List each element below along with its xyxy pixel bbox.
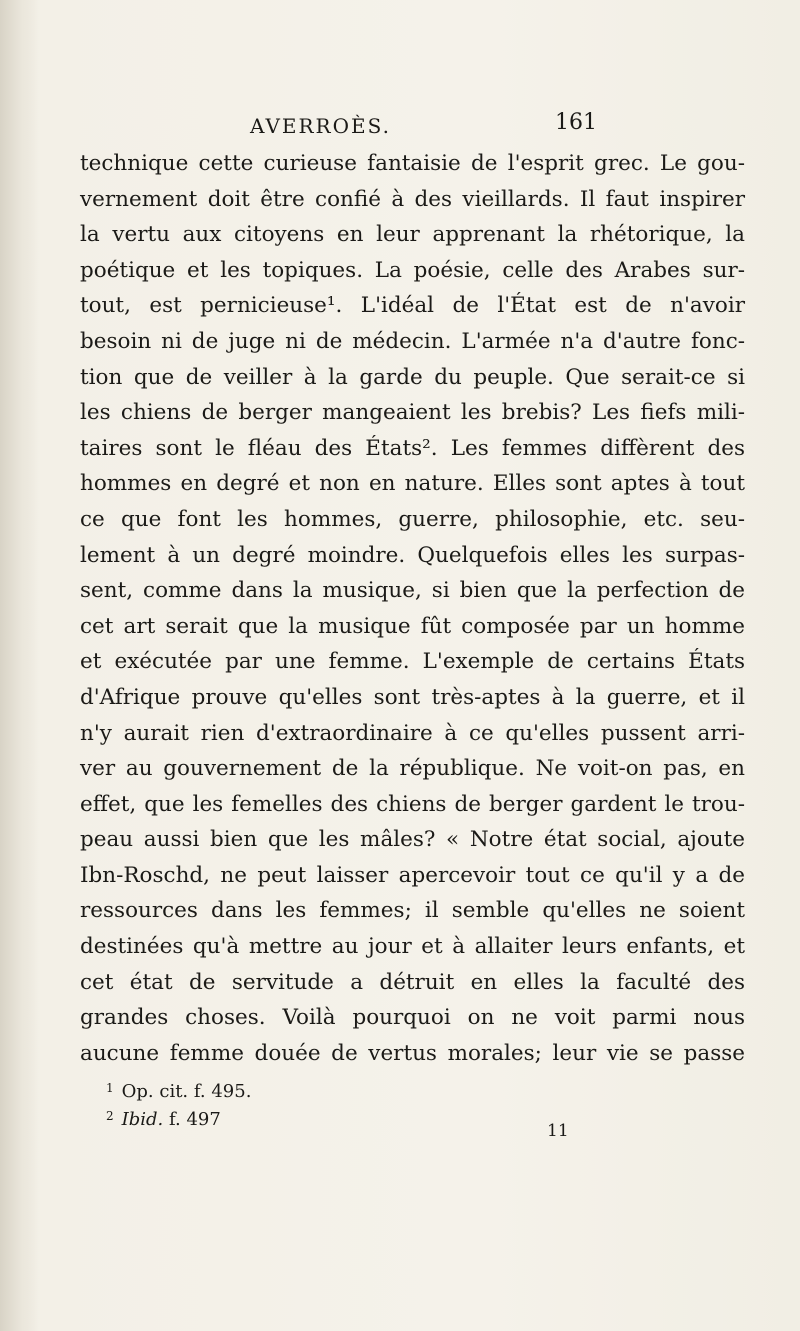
text-line: ressources dans les femmes; il semble qu'elles ne soient xyxy=(80,898,745,924)
footnotes xyxy=(106,1076,251,1132)
text-line: peau aussi bien que les mâles? « Notre état social, ajoute xyxy=(80,827,745,853)
footnote-text: Op. cit. f. 495. xyxy=(121,1081,252,1102)
body-text xyxy=(80,146,745,1071)
text-line: cet état de servitude a détruit en elles la faculté des xyxy=(80,969,745,995)
text-line: besoin ni de juge ni de médecin. L'armée n'a d'autre fonc- xyxy=(80,328,745,354)
text-line: tion que de veiller à la garde du peuple. Que serait-ce si xyxy=(80,364,745,390)
footnote xyxy=(106,1104,251,1132)
footnote xyxy=(106,1076,251,1104)
text-line: grandes choses. Voilà pourquoi on ne voit parmi nous xyxy=(80,1005,745,1031)
text-line: et exécutée par une femme. L'exemple de certains États xyxy=(80,649,745,675)
footnote-text: f. 497 xyxy=(163,1109,221,1130)
running-title: AVERROÈS. xyxy=(250,114,391,138)
text-line: taires sont le fléau des États². Les femmes diffèrent des xyxy=(80,435,745,461)
text-line: effet, que les femelles des chiens de berger gardent le trou- xyxy=(80,791,745,817)
text-line: tout, est pernicieuse¹. L'idéal de l'État est de n'avoir xyxy=(80,293,745,319)
page-number: 161 xyxy=(555,110,597,135)
text-line: ver au gouvernement de la république. Ne voit-on pas, en xyxy=(80,756,745,782)
text-line: lement à un degré moindre. Quelquefois elles les surpas- xyxy=(80,542,745,568)
text-line: ce que font les hommes, guerre, philosophie, etc. seu- xyxy=(80,506,745,532)
text-line: poétique et les topiques. La poésie, celle des Arabes sur- xyxy=(80,257,745,283)
footnote-number: 2 xyxy=(106,1109,114,1123)
text-line: vernement doit être confié à des vieillards. Il faut inspirer xyxy=(80,186,745,212)
text-line: n'y aurait rien d'extraordinaire à ce qu'elles pussent arri- xyxy=(80,720,745,746)
text-line: destinées qu'à mettre au jour et à allaiter leurs enfants, et xyxy=(80,934,745,960)
text-line: hommes en degré et non en nature. Elles sont aptes à tout xyxy=(80,471,745,497)
text-line: d'Afrique prouve qu'elles sont très-aptes à la guerre, et il xyxy=(80,684,745,710)
text-line: Ibn-Roschd, ne peut laisser apercevoir tout ce qu'il y a de xyxy=(80,862,745,888)
text-line: sent, comme dans la musique, si bien que la perfection de xyxy=(80,578,745,604)
text-line: les chiens de berger mangeaient les brebis? Les fiefs mili- xyxy=(80,400,745,426)
binding-shadow xyxy=(0,0,38,1331)
text-line: cet art serait que la musique fût composée par un homme xyxy=(80,613,745,639)
footnote-ibid: Ibid. xyxy=(121,1109,164,1130)
text-line: technique cette curieuse fantaisie de l'esprit grec. Le gou- xyxy=(80,151,745,176)
text-line: aucune femme douée de vertus morales; leur vie se passe xyxy=(80,1040,745,1066)
footnote-number: 1 xyxy=(106,1081,114,1095)
text-line: la vertu aux citoyens en leur apprenant la rhétorique, la xyxy=(80,222,745,248)
printer-signature-mark: 11 xyxy=(547,1121,569,1141)
